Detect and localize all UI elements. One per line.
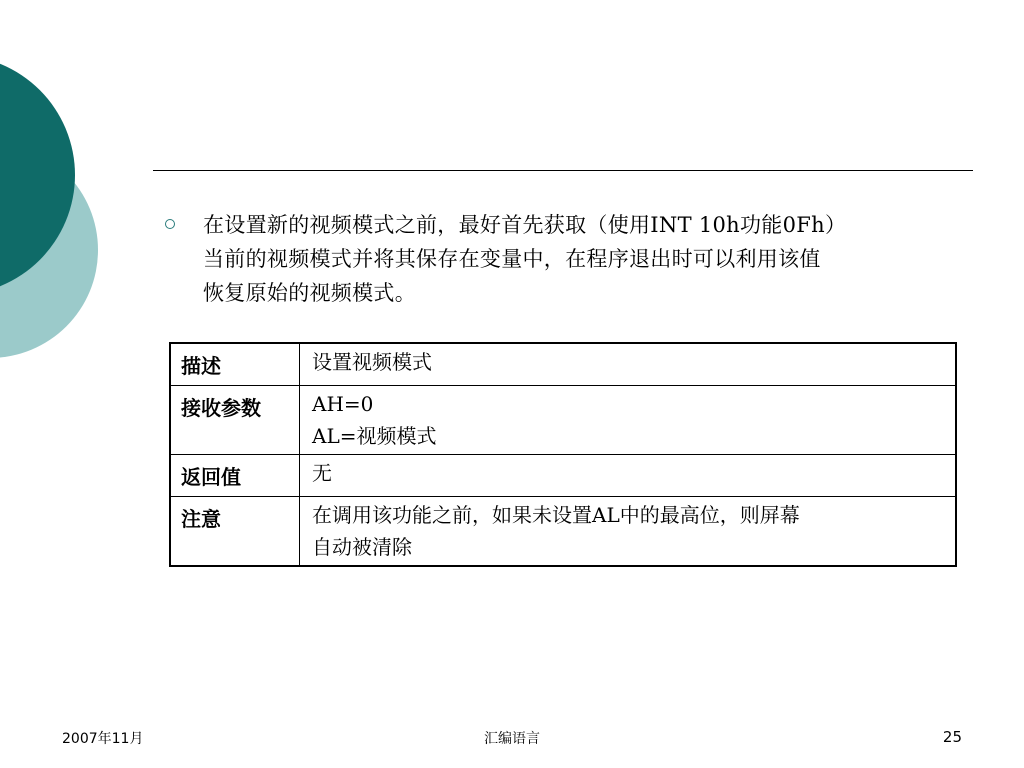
title-divider-line [153,170,973,171]
value-line: 自动被清除 [312,535,412,559]
value-line: 无 [312,461,332,485]
page-number: 25 [942,728,962,746]
circle-bullet-icon [165,219,175,229]
row-key-parameters: 接收参数 [170,386,300,455]
row-value-description [300,343,957,386]
footer-title: 汇编语言 [484,731,540,747]
table-row [170,343,956,386]
row-value-return [300,455,957,497]
row-key-description: 描述 [170,343,300,386]
bullet-line-3: 恢复原始的视频模式。 [203,281,416,305]
row-value-parameters [300,386,957,455]
decorative-circles [0,0,120,420]
function-info-table [169,342,957,567]
value-line: AH=0 [312,392,374,416]
bullet-line-2: 当前的视频模式并将其保存在变量中，在程序退出时可以利用该值 [203,247,821,271]
bullet-text [203,208,955,310]
row-key-note: 注意 [170,497,300,567]
row-key-return: 返回值 [170,455,300,497]
value-line: 在调用该功能之前，如果未设置AL中的最高位，则屏幕 [312,503,800,527]
value-line: AL=视频模式 [312,424,437,448]
bullet-line-1: 在设置新的视频模式之前，最好首先获取（使用INT 10h功能0Fh） [203,213,847,237]
table-row [170,386,956,455]
value-line: 设置视频模式 [312,350,432,374]
row-value-note [300,497,957,567]
table-row [170,497,956,567]
footer-date: 2007年11月 [62,731,144,747]
table-row [170,455,956,497]
bullet-point [165,208,955,310]
